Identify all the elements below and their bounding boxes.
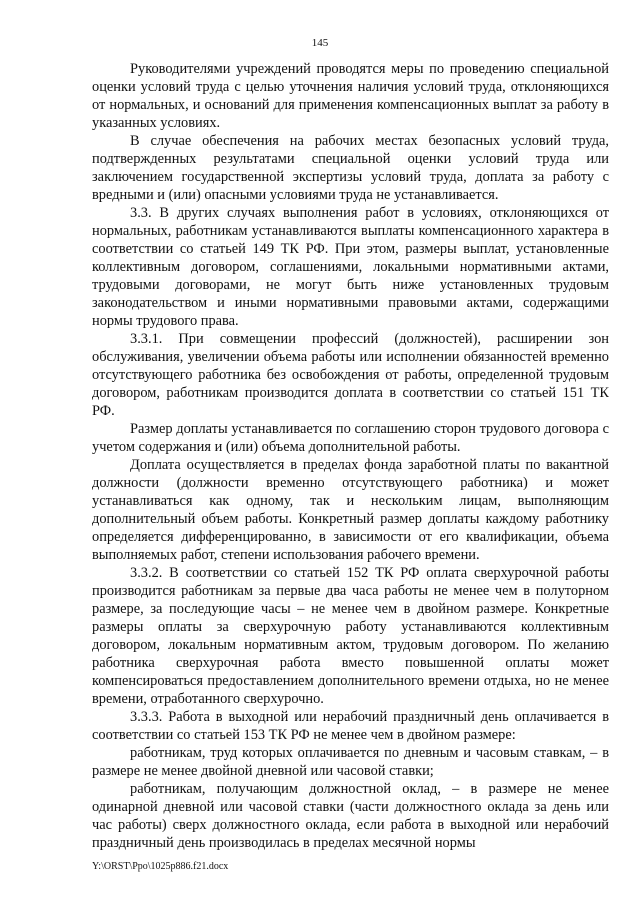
paragraph: работникам, получающим должностной оклад, – в размере не менее одинарной дневной или часовой ставки (части должностного оклада за день или час работы) сверх должностного оклада, если работа в выходной или нерабочий праздничный день производилась в пределах месячной нормы [92, 781, 609, 851]
file-path-footer: Y:\ORST\Ppo\1025p886.f21.docx [92, 861, 229, 872]
paragraph: 3.3.3. Работа в выходной или нерабочий праздничный день оплачивается в соответствии со статьей 153 ТК РФ не менее чем в двойном размере: [92, 709, 609, 743]
paragraph: Доплата осуществляется в пределах фонда заработной платы по вакантной должности (должности временно отсутствующего работника) и может устанавливаться как одному, так и нескольким лицам, выполняющим дополнительный объем работы. Конкретный размер доплаты каждому работнику определяется дифференцированно, в зависимости от его квалификации, объема выполняемых работ, степени использования рабочего времени. [92, 457, 609, 563]
paragraph: Руководителями учреждений проводятся меры по проведению специальной оценки условий труда с целью уточнения наличия условий труда, отклоняющихся от нормальных, и оснований для применения компенсационных выплат за работу в указанных условиях. [92, 61, 609, 131]
paragraph: 3.3. В других случаях выполнения работ в условиях, отклоняющихся от нормальных, работникам устанавливаются выплаты компенсационного характера в соответствии со статьей 149 ТК РФ. При этом, размеры выплат, установленные коллективным договором, соглашениями, локальными нормативными актами, трудовыми договорами, не могут быть ниже установленных трудовым законодательством и иными нормативными правовыми актами, содержащими нормы трудового права. [92, 205, 609, 329]
paragraph: 3.3.2. В соответствии со статьей 152 ТК РФ оплата сверхурочной работы производится работникам за первые два часа работы не менее чем в полуторном размере, за последующие часы – не менее чем в двойном размере. Конкретные размеры оплаты за сверхурочную работу устанавливаются коллективным договором, локальным нормативным актом, трудовым договором. По желанию работника сверхурочная работа вместо повышенной оплаты может компенсироваться предоставлением дополнительного времени отдыха, но не менее времени, отработанного сверхурочно. [92, 565, 609, 707]
paragraph: работникам, труд которых оплачивается по дневным и часовым ставкам, – в размере не менее двойной дневной или часовой ставки; [92, 745, 609, 779]
paragraph: В случае обеспечения на рабочих местах безопасных условий труда, подтвержденных результатами специальной оценки условий труда или заключением государственной экспертизы условий труда, доплата за работу с вредными и (или) опасными условиями труда не устанавливается. [92, 133, 609, 203]
document-body [92, 60, 609, 852]
paragraph: 3.3.1. При совмещении профессий (должностей), расширении зон обслуживания, увеличении объема работы или исполнении обязанностей временно отсутствующего работника без освобождения от работы, определенной трудовым договором, работникам производится доплата в соответствии со статьей 151 ТК РФ. [92, 331, 609, 419]
paragraph: Размер доплаты устанавливается по соглашению сторон трудового договора с учетом содержания и (или) объема дополнительной работы. [92, 421, 609, 455]
page-number: 145 [311, 37, 329, 49]
